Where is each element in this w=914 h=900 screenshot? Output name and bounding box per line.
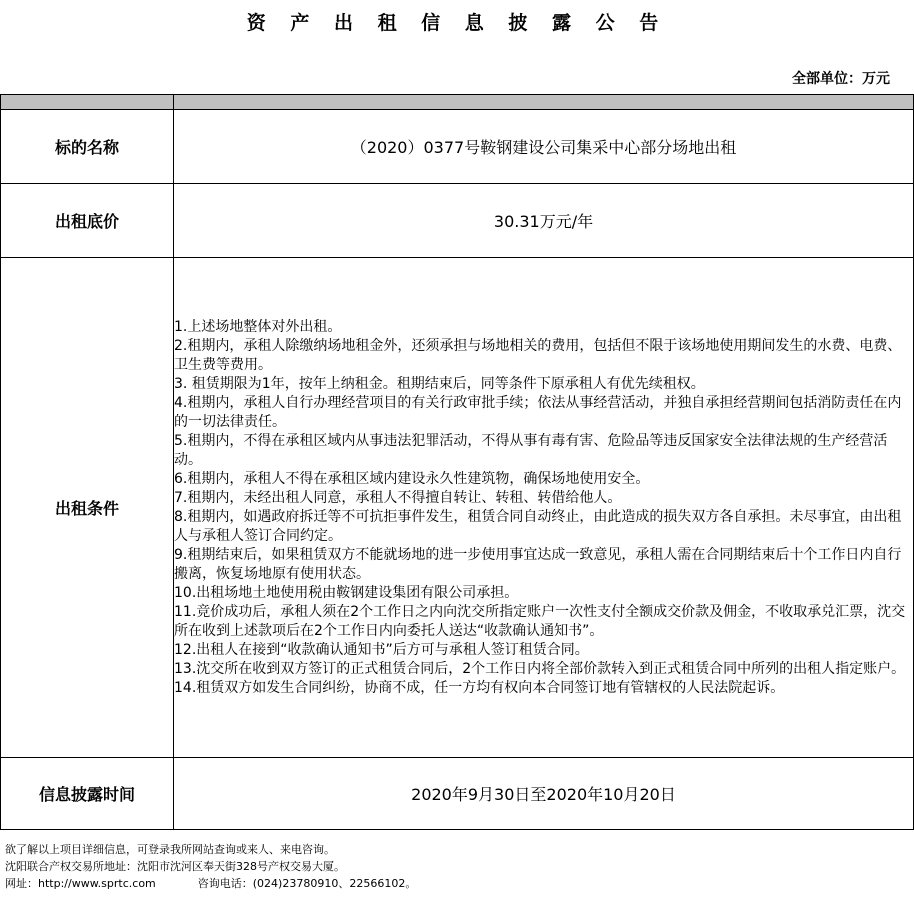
table-header-row (1, 95, 914, 110)
table-row-price (1, 184, 914, 258)
condition-item: 4.租期内，承租人自行办理经营项目的有关行政审批手续；依法从事经营活动，并独自承担经营期间包括消防责任在内的一切法律责任。 (174, 394, 902, 430)
footer (5, 841, 416, 892)
name-label: 标的名称 (1, 110, 174, 184)
condition-item: 9.租期结束后，如果租赁双方不能就场地的进一步使用事宜达成一致意见，承租人需在合同期结束后十个工作日内自行搬离，恢复场地原有使用状态。 (174, 546, 902, 582)
condition-item: 14.租赁双方如发生合同纠纷，协商不成，任一方均有权向本合同签订地有管辖权的人民法院起诉。 (174, 679, 785, 696)
price-value: 30.31万元/年 (174, 184, 914, 258)
table-row-period (1, 758, 914, 830)
header-cell-right (174, 95, 914, 110)
period-label: 信息披露时间 (1, 758, 174, 830)
table-row-conditions (1, 258, 914, 758)
condition-item: 6.租期内，承租人不得在承租区域内建设永久性建筑物，确保场地使用安全。 (174, 470, 650, 487)
footer-inquiry-note: 欲了解以上项目详细信息，可登录我所网站查询或来人、来电咨询。 (5, 843, 335, 856)
condition-item: 13.沈交所在收到双方签订的正式租赁合同后，2个工作日内将全部价款转入到正式租赁合同中所列的出租人指定账户。 (174, 660, 906, 677)
name-value: （2020）0377号鞍钢建设公司集采中心部分场地出租 (174, 110, 914, 184)
condition-item: 8.租期内，如遇政府拆迁等不可抗拒事件发生，租赁合同自动终止，由此造成的损失双方各自承担。未尽事宜，由出租人与承租人签订合同约定。 (174, 508, 902, 544)
price-label: 出租底价 (1, 184, 174, 258)
footer-contact (5, 875, 416, 892)
footer-address: 沈阳联合产权交易所地址：沈阳市沈河区奉天街328号产权交易大厦。 (5, 860, 345, 873)
footer-phone: 咨询电话：(024)23780910、22566102。 (197, 877, 417, 890)
conditions-list (174, 258, 914, 758)
period-value: 2020年9月30日至2020年10月20日 (174, 758, 914, 830)
page-title: 资 产 出 租 信 息 披 露 公 告 (246, 12, 668, 34)
condition-item: 7.租期内，未经出租人同意，承租人不得擅自转让、转租、转借给他人。 (174, 489, 622, 506)
footer-website: 网址：http://www.sprtc.com (5, 877, 156, 890)
condition-item: 5.租期内，不得在承租区域内从事违法犯罪活动，不得从事有毒有害、危险品等违反国家安全法律法规的生产经营活动。 (174, 432, 888, 468)
header-cell-left (1, 95, 174, 110)
condition-item: 11.竞价成功后，承租人须在2个工作日之内向沈交所指定账户一次性支付全额成交价款及佣金，不收取承兑汇票，沈交所在收到上述款项后在2个工作日内向委托人送达“收款确认通知书”。 (174, 603, 906, 639)
condition-item: 3. 租赁期限为1年，按年上纳租金。租期结束后，同等条件下原承租人有优先续租权。 (174, 375, 705, 392)
condition-item: 10.出租场地土地使用税由鞍钢建设集团有限公司承担。 (174, 584, 519, 601)
disclosure-table (0, 94, 914, 830)
table-row-name (1, 110, 914, 184)
condition-item: 1.上述场地整体对外出租。 (174, 318, 342, 335)
condition-item: 12.出租人在接到“收款确认通知书”后方可与承租人签订租赁合同。 (174, 641, 589, 658)
conditions-label: 出租条件 (1, 258, 174, 758)
condition-item: 2.租期内，承租人除缴纳场地租金外，还须承担与场地相关的费用，包括但不限于该场地使用期间发生的水费、电费、卫生费等费用。 (174, 337, 902, 373)
unit-note: 全部单位：万元 (792, 71, 890, 87)
